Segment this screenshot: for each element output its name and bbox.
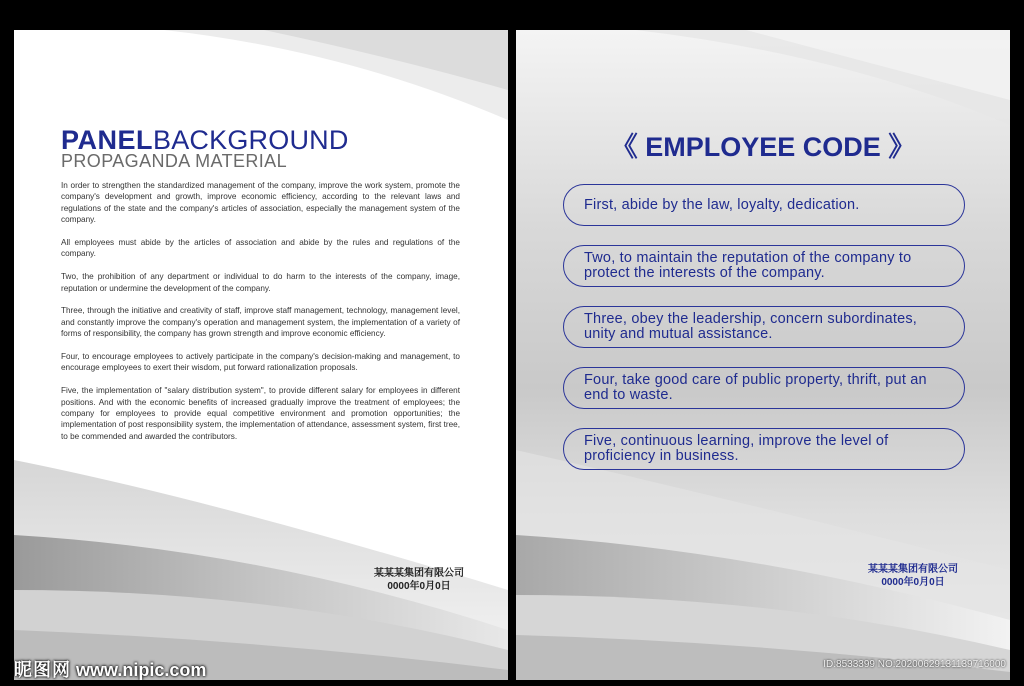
paragraph: Two, the prohibition of any department or individual to do harm to the interests of the company, image, reputation or undermine the development of the company. <box>61 272 460 293</box>
right-footer <box>848 563 978 589</box>
body-text <box>61 180 460 454</box>
company-name: 某某某集团有限公司 <box>868 564 958 575</box>
code-item <box>563 184 965 226</box>
date: 0000年0月0日 <box>387 581 451 592</box>
id-watermark: ID:8533399 NO:20200629131139716000 <box>823 659 1006 670</box>
paragraph: Five, the implementation of "salary distribution system", to provide different salary for employees in different positions. And with the economic benefits of increased gradually improve the treatment of employees; the company for employees to provide equal competitive environment and promotion opportunities; the implementation of post responsibility system, the implementation of attendance, assessment system, first tree, to be commended and awarded the contributors. <box>61 386 460 441</box>
employee-code-title: 《 EMPLOYEE CODE 》 <box>610 132 916 162</box>
code-item-text: Four, take good care of public property, thrift, put an end to waste. <box>584 372 927 403</box>
site-watermark <box>14 656 206 682</box>
code-item-text: Three, obey the leadership, concern subordinates, unity and mutual assistance. <box>584 311 918 342</box>
code-item <box>563 428 965 470</box>
left-footer <box>354 567 484 593</box>
paragraph: Three, through the initiative and creativity of staff, improve staff management, technology, management level, and constantly improve the company's operation and management system, the implementation of a variety of forms of responsibility, the company has grown strength and improve economic efficiency. <box>61 306 460 339</box>
site-url: www.nipic.com <box>76 660 207 680</box>
right-panel <box>516 30 1010 680</box>
code-item <box>563 306 965 348</box>
paragraph: In order to strengthen the standardized management of the company, improve the work system, promote the company's development and growth, improve economic efficiency, according to the relevant laws and regulations of the state and the company's articles of association, especially the management system of the company. <box>61 181 460 225</box>
title-bold: PANEL <box>61 125 154 155</box>
page-subtitle: PROPAGANDA MATERIAL <box>61 151 287 171</box>
company-name: 某某某集团有限公司 <box>374 568 464 579</box>
code-item-text: First, abide by the law, loyalty, dedication. <box>584 196 860 213</box>
paragraph: All employees must abide by the articles of association and abide by the rules and regulations of the company. <box>61 238 460 259</box>
date: 0000年0月0日 <box>881 577 945 588</box>
site-logo: 昵图网 <box>14 660 71 681</box>
title-light: BACKGROUND <box>153 125 349 155</box>
code-item <box>563 245 965 287</box>
code-item <box>563 367 965 409</box>
code-item-text: Two, to maintain the reputation of the company to protect the interests of the company. <box>584 250 912 281</box>
left-panel <box>14 30 508 680</box>
code-item-text: Five, continuous learning, improve the level of proficiency in business. <box>584 433 889 464</box>
paragraph: Four, to encourage employees to actively participate in the company's decision-making and management, to encourage employees to exert their wisdom, put forward rationalization proposals. <box>61 352 460 373</box>
